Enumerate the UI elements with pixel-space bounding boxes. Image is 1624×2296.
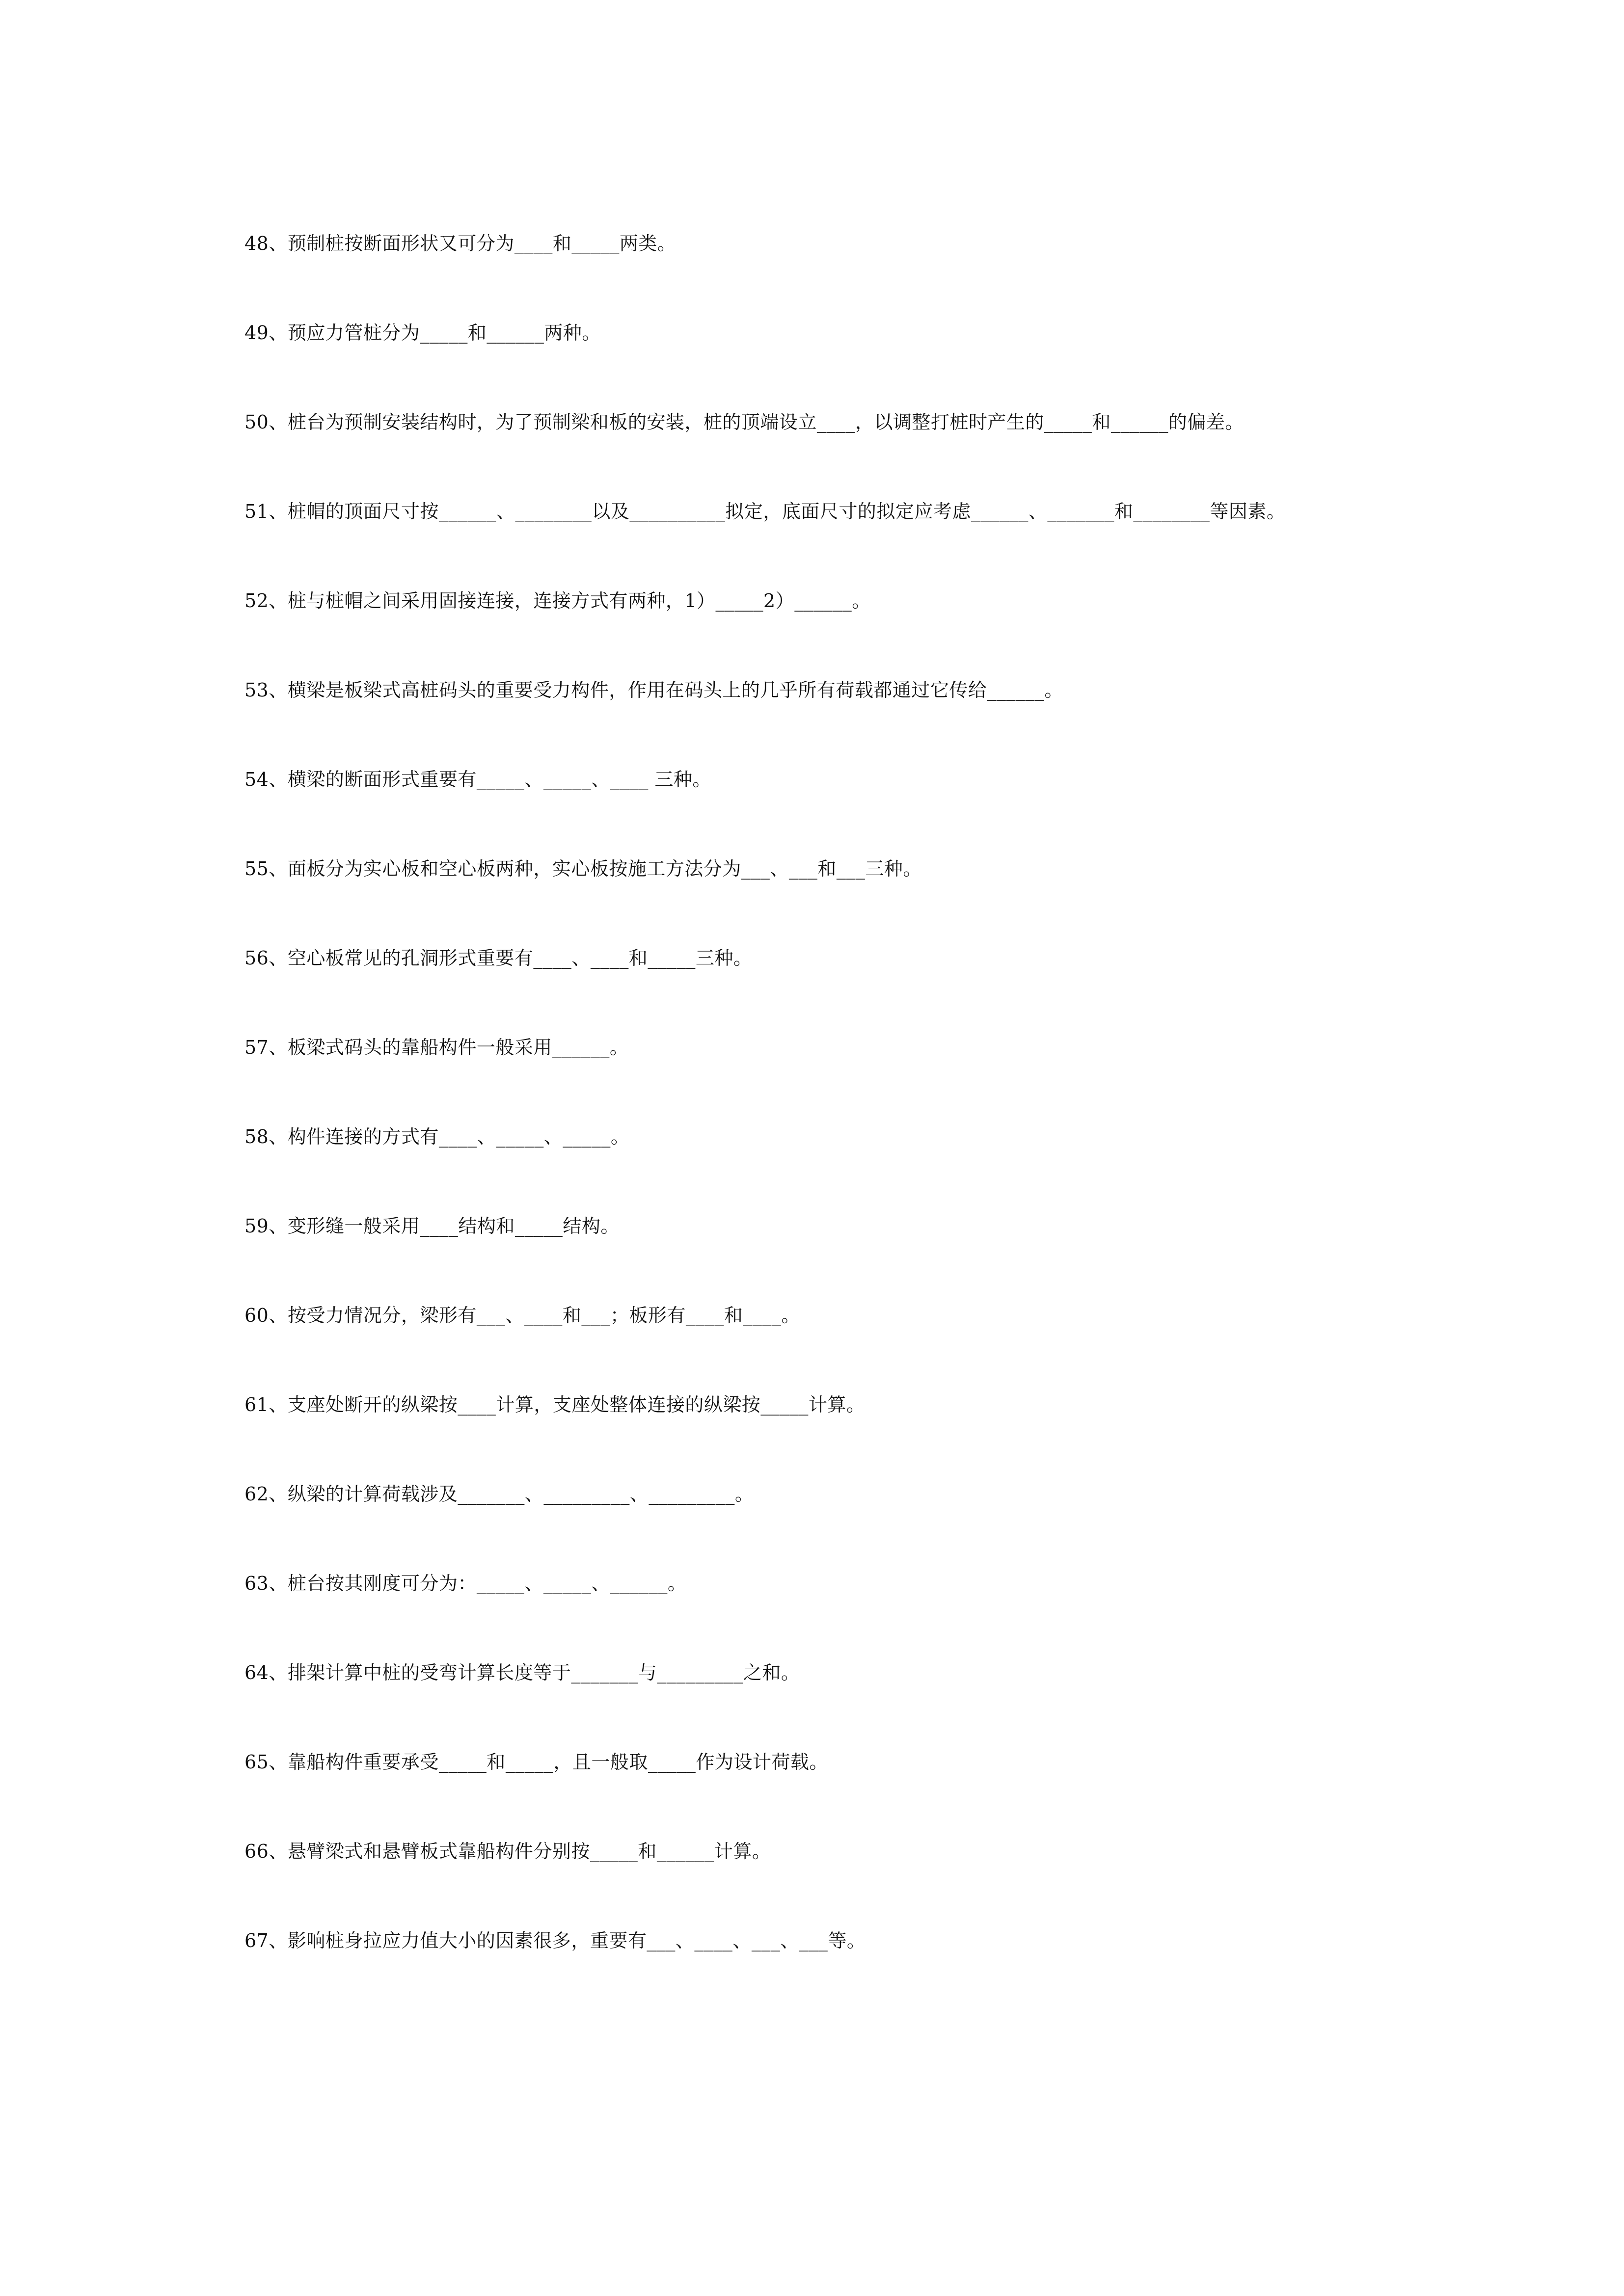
question-55: 55、面板分为实心板和空心板两种，实心板按施工方法分为___、___和___三种。	[244, 858, 922, 880]
question-58: 58、构件连接的方式有____、_____、_____。	[244, 1126, 630, 1148]
question-56: 56、空心板常见的孔洞形式重要有____、____和_____三种。	[244, 947, 753, 969]
question-66: 66、悬臂梁式和悬臂板式靠船构件分别按_____和______计算。	[244, 1841, 771, 1862]
question-67: 67、影响桩身拉应力值大小的因素很多，重要有___、____、___、___等。	[244, 1930, 866, 1951]
question-list	[244, 229, 1423, 2015]
question-61: 61、支座处断开的纵梁按____计算，支座处整体连接的纵梁按_____计算。	[244, 1394, 866, 1415]
question-59: 59、变形缝一般采用____结构和_____结构。	[244, 1215, 620, 1237]
question-65: 65、靠船构件重要承受_____和_____，且一般取_____作为设计荷载。	[244, 1751, 828, 1773]
question-52: 52、桩与桩帽之间采用固接连接，连接方式有两种，1）_____2）______。	[244, 590, 871, 612]
question-60: 60、按受力情况分，梁形有___、____和___；板形有____和____。	[244, 1305, 800, 1326]
question-64: 64、排架计算中桩的受弯计算长度等于_______与_________之和。	[244, 1662, 800, 1683]
question-48: 48、预制桩按断面形状又可分为____和_____两类。	[244, 233, 677, 254]
question-50: 50、桩台为预制安装结构时，为了预制梁和板的安装，桩的顶端设立____，以调整打桩时产生的_____和______的偏差。	[244, 411, 1244, 433]
question-57: 57、板梁式码头的靠船构件一般采用______。	[244, 1037, 629, 1058]
question-51: 51、桩帽的顶面尺寸按______、________以及__________拟定，底面尺寸的拟定应考虑______、_______和________等因素。	[244, 501, 1286, 522]
question-63: 63、桩台按其刚度可分为：_____、_____、______。	[244, 1573, 687, 1594]
question-62: 62、纵梁的计算荷载涉及_______、_________、_________。	[244, 1483, 754, 1505]
question-49: 49、预应力管桩分为_____和______两种。	[244, 322, 601, 344]
question-54: 54、横梁的断面形式重要有_____、_____、____ 三种。	[244, 769, 711, 790]
question-53: 53、横梁是板梁式高桩码头的重要受力构件，作用在码头上的几乎所有荷载都通过它传给______。	[244, 679, 1063, 701]
